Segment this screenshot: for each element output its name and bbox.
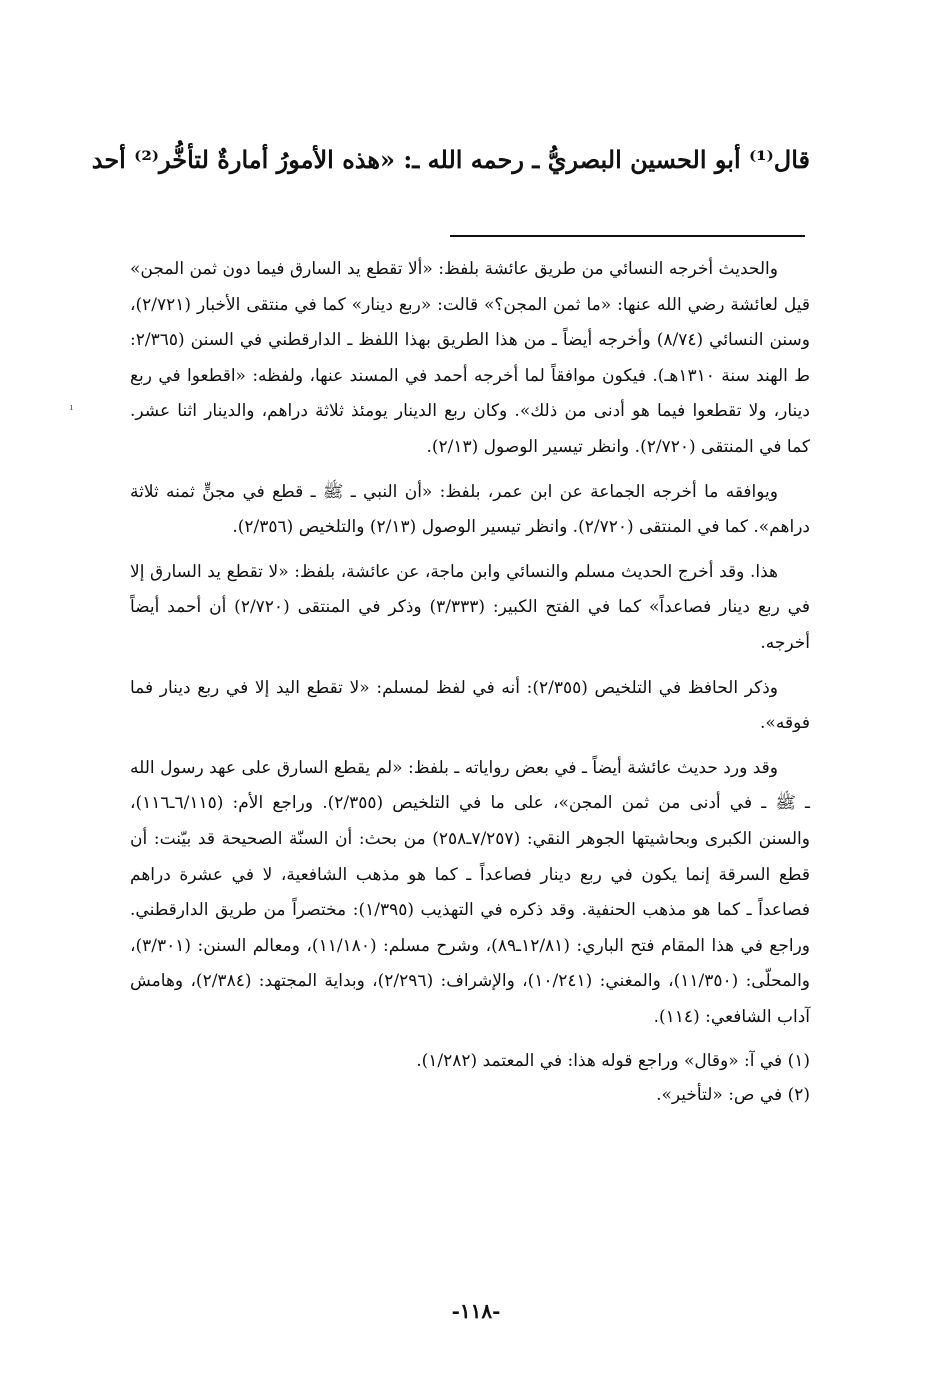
footnote-1: (١) في آ: «وقال» وراجع قوله هذا: في المعتمد (١/٢٨٢).	[416, 1051, 810, 1072]
note-paragraph: وذكر الحافظ في التلخيص (٢/٣٥٥): أنه في لفظ لمسلم: «لا تقطع اليد إلا في ربع دينار فما فوقه».	[130, 677, 810, 734]
note-paragraph: هذا. وقد أخرج الحديث مسلم والنسائي وابن ماجة، عن عائشة، بلفظ: «لا تقطع يد السارق إلا في ربع دينار فصاعداً» كما في الفتح الكبير: (٣/٣٣٣) وذكر في المنتقى (٢/٧٢٠) أن أحمد أيضاً أخرجه.	[130, 561, 810, 653]
note-paragraph: ويوافقه ما أخرجه الجماعة عن ابن عمر، بلفظ: «أن النبي ـ ﷺ ـ قطع في مجنٍّ ثمنه ثلاثة دراهم». كما في المنتقى (٢/٧٢٠). وانظر تيسير الوصول (٢/١٣) والتلخيص (٢/٣٥٦).	[130, 481, 810, 538]
footnotes-body	[130, 252, 810, 1112]
stray-mark: ı	[70, 403, 73, 413]
footnote-separator	[450, 235, 805, 237]
note-paragraph: وقد ورد حديث عائشة أيضاً ـ في بعض رواياته ـ بلفظ: «لم يقطع السارق على عهد رسول الله ـ ﷺ ـ في أدنى من ثمن المجن»، على ما في التلخيص (٢/٣٥٥). وراجع الأم: (٦/١١٥ـ١١٦)، والسنن الكبرى وبحاشيتها الجوهر النقي: (٧/٢٥٧ـ٢٥٨) من بحث: أن السنّة الصحيحة قد بيّنت: أن قطع السرقة إنما يكون في ربع دينار فصاعداً ـ كما هو مذهب الشافعية، لا في عشرة دراهم فصاعداً ـ كما هو مذهب الحنفية. وقد ذكره في التهذيب (١/٣٩٥): مختصراً من طريق الدارقطني. وراجع في هذا المقام فتح الباري: (١٢/٨١ـ٨٩)، وشرح مسلم: (١١/١٨٠)، ومعالم السنن: (٣/٣٠١)، والمحلّى: (١١/٣٥٠)، والمغني: (١٠/٢٤١)، والإشراف: (٢/٢٩٦)، وبداية المجتهد: (٢/٣٨٤)، وهامش آداب الشافعي: (١١٤).	[130, 757, 811, 1027]
main-text-line: قال⁽¹⁾ أبو الحسين البصريُّ ـ رحمه الله ـ: «هذه الأمورُ أمارةٌ لتأخُّر⁽²⁾ أحد	[91, 145, 810, 174]
page-number: -١١٨-	[451, 1299, 501, 1323]
note-paragraph: والحديث أخرجه النسائي من طريق عائشة بلفظ: «ألا تقطع يد السارق فيما دون ثمن المجن» قيل لعائشة رضي الله عنها: «ما ثمن المجن؟» قالت: «ربع دينار» كما في منتقى الأخبار (٢/٧٢١)، وسنن النسائي (٨/٧٤) وأخرجه أيضاً ـ من هذا الطريق بهذا اللفظ ـ الدارقطني في السنن (٢/٣٦٥: ط الهند سنة ١٣١٠هـ). فيكون موافقاً لما أخرجه أحمد في المسند عنها، ولفظه: «اقطعوا في ربع دينار، ولا تقطعوا فيما هو أدنى من ذلك». وكان ربع الدينار يومئذ ثلاثة دراهم، والدينار اثنا عشر. كما في المنتقى (٢/٧٢٠). وانظر تيسير الوصول (٢/١٣).	[130, 259, 810, 457]
footnote-2: (٢) في ص: «لتأخير».	[656, 1085, 810, 1106]
